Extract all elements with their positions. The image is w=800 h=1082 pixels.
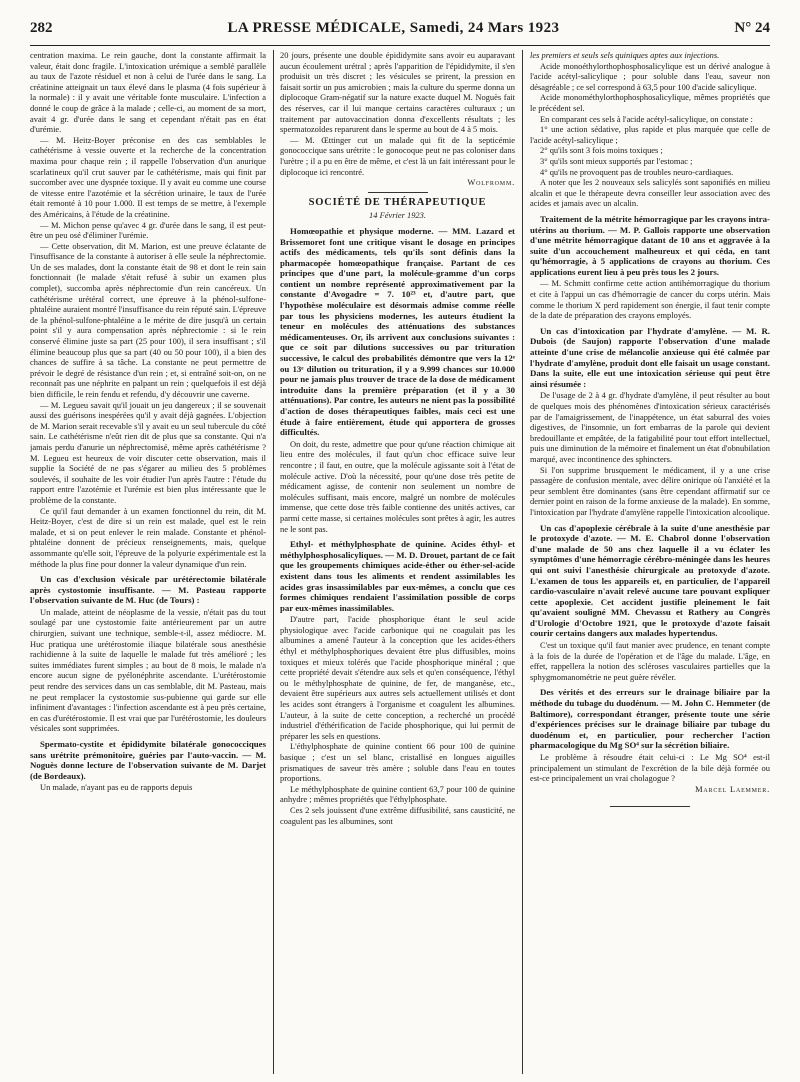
paragraph: Un malade, n'ayant pas eu de rapports depuis (40, 782, 193, 793)
paragraph: Ces 2 sels jouissent d'une extrême diffusibilité, sans causticité, ne coagulent pas les albumines, sont (280, 804, 515, 826)
list-item: 3° qu'ils sont mieux supportés par l'estomac ; (540, 155, 693, 166)
paragraph: Un malade, atteint de néoplasme de la vessie, n'était pas du tout soulagé par une cystostomie faite antérieurement par un autre chirurgien, suivant une technique, semble-t-il, assez médiocre. M. Huc pratiqua une urétérostomie iliaque bilatérale sous anesthésie rachidienne à la suite de laquelle le malade fut très amélioré ; les suites immédiates furent simples ; au bout de 8 mois, le malade n'a encore aucun signe de pyélonéphrite ascendante. L'urétérostomie peut rendre des services dans un cas semblable, dit M. Pasteau, mais ne peut remplacer la cystostomie sus-pubienne qui garde sur elle infiniment d'avantages : l'infection ascendante est à peu près certaine, en cas d'urétérostomie. Il est vrai que par l'urétérostomie, les douleurs vésicales sont supprimées. (30, 606, 266, 734)
author-signature: Marcel Laemmer. (695, 783, 770, 794)
article-heading: Un cas d'exclusion vésicale par urétérectomie bilatérale après cystostomie insuffisante. — M. Pasteau rapporte l'observation suivante de M. Huc (de Tours) : (30, 574, 266, 606)
section-date: 14 Février 1923. (369, 210, 426, 221)
list-item: 4° qu'ils ne provoquent pas de troubles neuro-cardiaques. (540, 166, 734, 177)
paragraph: L'éthylphosphate de quinine contient 66 pour 100 de quinine basique ; c'est un sel blanc, cristallisé en longues aiguilles prismatiques de saveur très amère ; soluble dans l'eau en toutes proportions. (280, 741, 515, 784)
paragraph: C'est un toxique qu'il faut manier avec prudence, en tenant compte à la fois de la durée de l'opération et de l'âge du malade. L'âge, en effet, rappellera la notion des scléroses vasculaires partielles que la sphygmomanométrie ne peut guère révéler. (530, 640, 770, 682)
paragraph: — M. Legueu savait qu'il jouait un jeu dangereux ; il se souvenait aussi des guérisons inespérées qu'il y avait déjà gagnées. L'objection de M. Marion serait recevable s'il y avait eu un seul tubercule du côté sain. Le cathétérisme n'eût rien dit de plus que sa constante. Qui n'a jamais perdu d'anurie un néphrectomisé, même après cathétérisme ? M. Legueu est heureux de voir discuter cette observation, mais il supplie la Société de ne pas s'égarer au milieu des 5 problèmes soulevés, il souhaite de les voir étudier l'un après l'autre : l'étude du rapport entre l'azotémie et l'urémie est bien plus intéressante que le problème de la constante. (30, 399, 266, 505)
columns (30, 50, 770, 1074)
paragraph: En comparant ces sels à l'acide acétyl-salicylique, on constate : (540, 113, 753, 124)
article-heading: Des vérités et des erreurs sur le drainage biliaire par la méthode du tubage du duodénum. — M. John C. Hemmeter (de Baltimore), correspondant étranger, présente toute une série d'expériences précises sur le drainage biliaire par tubage du duodénum et, en particulier, pour rechercher l'action pharmacologique du Mg SO⁴ sur la sécrétion biliaire. (530, 687, 770, 751)
paragraph: Acide monométhylorthophosphosalicylique, mêmes propriétés que le précédent sel. (530, 92, 770, 113)
paragraph: — M. Schmitt confirme cette action antihémorragique du thorium et cite à l'appui un cas d'hémorragie de cancer du corps utérin. Mais comme le thorium X perd rapidement son énergie, il faut tenir compte de la date de préparation des crayons employés. (530, 278, 770, 321)
paragraph: centration maxima. Le rein gauche, dont la constante affirmait la valeur, était donc fragile. L'intoxication urémique a semblé parallèle au taux de l'azote résiduel et non à celui de l'urée dans le sang. La créatinine atteignait un taux élevé dans le plasma (4 fois supérieur à la normale) : il y avait une véritable fonte musculaire. L'infection a donné le coup de grâce à la malade ; celle-ci, au moment de sa mort, avait 4 gr. d'urée dans le sang et cependant n'était pas en état d'urémie. (30, 50, 266, 135)
column-middle (280, 50, 515, 1074)
paragraph: Le problème à résoudre était celui-ci : Le Mg SO⁴ est-il principalement un stimulant de l'excrétion de la bile déjà formée ou est-ce principalement un vrai cholagogue ? (530, 752, 770, 784)
paragraph: Le méthylphosphate de quinine contient 63,7 pour 100 de quinine anhydre ; mêmes propriétés que l'éthylphosphate. (280, 783, 515, 805)
paragraph: Si l'on supprime brusquement le médicament, il y a une crise passagère de confusion mentale, avec délire onirique où l'anxiété et la peur semblent être dominantes (sans être cependant affirmatif sur ce dernier point en raison de la forme anxieuse de la malade). En somme, l'intoxication par l'hydrate d'amylène rappelle l'intoxication alcoolique. (530, 464, 770, 517)
paragraph: — Cette observation, dit M. Marion, est une preuve éclatante de l'insuffisance de la constante à autoriser à elle seule la néphrectomie. Un de ses malades, dont la constante était de 98 et dont le rein sain fonctionnait (le malade s'était refusé à subir un examen plus complet), succomba après néphrectomie d'un rein cancéreux. Un cathétérisme urétéral correct, une épreuve à la phénol-sulfone-phtaléine auraient montré l'insuffisance du rein réputé sain. L'épreuve de la phénol-sulfone-phtaléine a le mérite de dire jusqu'à un certain point s'il y aura compensation après néphrectomie : si le rein conservé élimine juste sa part (25 pour 100), il sera insuffisant ; s'il élimine beaucoup plus que sa part (40 ou 50 pour 100), il a bien des chances de suffire à sa tâche. La constante ne peut permettre de prévoir le degré de résistance d'un rein ; et, si entraîné soit-on, on ne reconnaît pas une néphrite en palpant un rein ; quelquefois il est déjà bien difficile, le rein fendu et refendu, d'y découvrir une caverne. (30, 240, 266, 399)
paragraph: D'autre part, l'acide phosphorique étant le seul acide physiologique avec l'acide carbonique qui ne coagulait pas les albumines a amené l'auteur à la conception que les acides-éthers éthyl et méthylphosphoriques devaient être plus diffusibles, moins toxiques et mieux tolérés que l'acide phosphorique minéral ; que cette propriété devait s'étendre aux sels et qu'en conséquence, l'éthyl ou le méthylphosphate de quinine, de fer, de manganèse, etc., devaient être supérieurs aux autres sels actuellement utilisés et dont les acides sont étrangers à l'organisme et coagulent les albumines. L'auteur, à la suite de cette conception, a recherché un procédé industriel d'éthérification de l'acide phosphorique, qui lui permit de préparer les sels en questions. (280, 614, 515, 741)
column-divider (273, 50, 274, 1074)
column-left (30, 50, 266, 1074)
paragraph: — M. Michon pense qu'avec 4 gr. d'urée dans le sang, il est peut-être un peu osé d'éliminer l'urémie. (30, 219, 266, 241)
column-divider (522, 50, 523, 1074)
section-title: SOCIÉTÉ DE THÉRAPEUTIQUE (308, 196, 487, 208)
page-header (30, 20, 770, 44)
paragraph: les premiers et seuls sels quiniques aptes aux injections. (530, 50, 720, 60)
list-item: 1° une action sédative, plus rapide et plus marquée que celle de l'acide acétyl-salicylique ; (530, 124, 770, 145)
paragraph: — M. Œttinger cut un malade qui fit de la septicémie gonococcique sans urétrite : le gonocoque peut ne pas coloniser dans l'urètre ; il a pu en être de même, et c'est là un fait intéressant pour le diplocoque ici rencontré. (280, 134, 515, 177)
author-signature: Wolfromm. (467, 177, 515, 188)
article-heading: Spermato-cystite et épididymite bilatérale gonococciques sans urétrite prémonitoire, guéries par l'auto-vaccin. — M. Noguès donne lecture de l'observation suivante de M. Darjet (de Bordeaux). (30, 739, 266, 781)
paragraph: — M. Heitz-Boyer préconise en des cas semblables le cathétérisme à vessie ouverte et la recherche de la concentration maxima pour chaque rein ; il rappelle l'observation d'un anurique scarlatineux qu'il crut sauver par le cathétérisme, mais qui finit par succomber avec une dyspnée toxique. Il y avait eu comme une course de vitesse entre l'azotémie et la sécrétion urinaire, le taux de l'urée était remonté à 10 pour 1.000. Il est temps de se mettre, à l'exemple des Américains, à l'étude de la créatinine. (30, 134, 266, 219)
page-number: 282 (30, 20, 53, 36)
column-right (530, 50, 770, 1074)
article-heading: Ethyl- et méthylphosphate de quinine. Acides éthyl- et méthylphosphosalicyliques. — M. D. Drouet, partant de ce fait que les groupements chimiques acide-éther ou éther-sel-acide existent dans tous les aliments et rendent assimilables les acides gras insassimilables par eux-mêmes, a conclu que ces formes chimiques rendaient l'assimilation possible de corps par eux-mêmes inassimilables. (280, 539, 515, 613)
paragraph: De l'usage de 2 à 4 gr. d'hydrate d'amylène, il peut résulter au bout de quelques mois des phénomènes d'intoxication sérieux caractérisés par de l'amaigrissement, de l'inappétence, un état saburral des voies digestives, de l'insomnie, un fort embarras de la parole qui devient bredouillante et empâtée, de la fatigabilité pour tout effort intellectuel, puis une diminution de la mémoire et finalement un état d'obnubilation marqué, avec incontinence des sphincters. (530, 390, 770, 464)
article-heading: Un cas d'apoplexie cérébrale à la suite d'une anesthésie par le protoxyde d'azote. — M. E. Chabrol donne l'observation d'une malade de 50 ans chez laquelle il a vu éclater les symptômes d'une hémorragie cérébro-méningée dans les heures qui ont suivi l'anesthésie chirurgicale au protoxyde d'azote. L'examen de tous les appareils et, en particulier, de l'appareil cardio-vasculaire n'avait relevé aucune tare pouvant expliquer cette apoplexie. Cet accident justifie pleinement le fait qu'avaient souligné MM. Chevassu et Rathery au Congrès d'Urologie d'Octobre 1921, que le protoxyde d'azote faisait courir certains dangers aux malades hypertendus. (530, 522, 770, 639)
list-item: 2° qu'ils sont 3 fois moins toxiques ; (540, 145, 663, 156)
article-heading: Un cas d'intoxication par l'hydrate d'amylène. — M. R. Dubois (de Saujon) rapporte l'observation d'une malade atteinte d'une crise de mélancolie anxieuse qui été calmée par l'hydrate d'amylène, produit dont elle faisait un usage constant. Dans la suite, elle eut une intoxication sérieuse qui peut être ainsi résumée : (530, 325, 770, 389)
issue-number: N° 24 (734, 20, 770, 36)
paragraph: On doit, du reste, admettre que pour qu'une réaction chimique ait lieu entre des molécules, il faut qu'un choc efficace suive leur rencontre ; il faut, en outre, que la molécule agissante soit à l'état de molécule active. D'où la nécessité, pour qu'une dose très petite de médicament agisse, de contenir non seulement un nombre de molécules suffisant, mais encore, malgré un nombre de molécules immense, que cette dose très faible contienne des unités actives, car parmi cette masse, si certaines molécules sont prêtes à agir, les autres ne le sont pas. (280, 438, 515, 534)
article-heading: Traitement de la métrite hémorragique par les crayons intra-utérins au thorium. — M. P. Gallois rapporte une observation d'une métrite hémorragique datant de 10 ans et aggravée à la suite d'un accouchement malheureux et qui céda, en tant qu'hémorragie, à 5 applications de crayons au thorium. Ces applications eurent lieu à peu près tous les 2 jours. (530, 213, 770, 277)
paragraph: Ce qu'il faut demander à un examen fonctionnel du rein, dit M. Heitz-Boyer, c'est de dire si un rein est malade, quel est le rein malade, et si on peut enlever le rein malade. Constante et phénol-phtaléine donnent de précieux renseignements, mais, quelque assommante qu'elle soit, l'épreuve de la polyurie expérimentale est la méthode la plus fine pour donner la valeur dynamique d'un rein. (30, 505, 266, 569)
section-rule (368, 192, 428, 193)
article-heading: Homœopathie et physique moderne. — MM. Lazard et Brissemoret font une critique visant le dosage en principes actifs des médicaments, tels qu'ils sont définis dans la pharmacopée homœopathique française. Partant de ces principes que d'une part, la molécule-gramme d'un corps contient un nombre représenté approximativement par la constante d'Avogadre = 7. 10²³ et, d'autre part, que l'hypothèse moléculaire est désormais admise comme réelle par tous les physiciens modernes, les auteurs étudient la teneur en molécules des atténuations des substances médicamenteuses. Or, ils arrivent aux conclusions suivantes : que ce soit par dilutions successives ou par trituration successive, le calcul des probabilités démontre que vers la 12ᵉ ou 13ᵉ dilution ou trituration, il y a 9.999 chances sur 10.000 pour ne jamais plus trouver de trace de la dose de médicament introduite dans la première préparation (et il y a 30 atténuations). Par contre, les auteurs ne nient pas la possibilité d'action de doses thérapeutiques faibles, mais ceci est une étude à faire entièrement, étude qui apportera de grosses difficultés. (280, 225, 515, 438)
paragraph: A noter que les 2 nouveaux sels salicylés sont saponifiés en milieu alcalin et que le thérapeute devra conseiller leur association avec des acides et jamais avec un alcalin. (530, 177, 770, 209)
closing-rule (610, 806, 690, 807)
paragraph: Acide monoéthylorthophosphosalicylique est un dérivé analogue à l'acide acétyl-salicylique ; pour soluble dans l'eau, saveur non désagréable ; ce sel correspond à 63,5 pour 100 d'acide salicylique. (530, 60, 770, 92)
paragraph: 20 jours, présente une double épididymite sans avoir eu auparavant aucun écoulement urétral ; après l'apparition de l'épididymite, il s'en produisit un très discret ; les vésicules se prirent, la pression en faisait sortir un pus amicrobien ; mais la culture du sperme donna un diplocoque Gram-négatif sur la nature exacte duquel M. Noguès fait des réserves, car il lui manque certains caractères culturaux ; un traitement par autovaccination donna d'excellents résultats ; les spermatozoïdes reparurent dans le sperme au bout de 4 à 5 mois. (280, 50, 515, 135)
header-rule (30, 45, 770, 46)
journal-title: LA PRESSE MÉDICALE, Samedi, 24 Mars 1923 (227, 20, 560, 36)
